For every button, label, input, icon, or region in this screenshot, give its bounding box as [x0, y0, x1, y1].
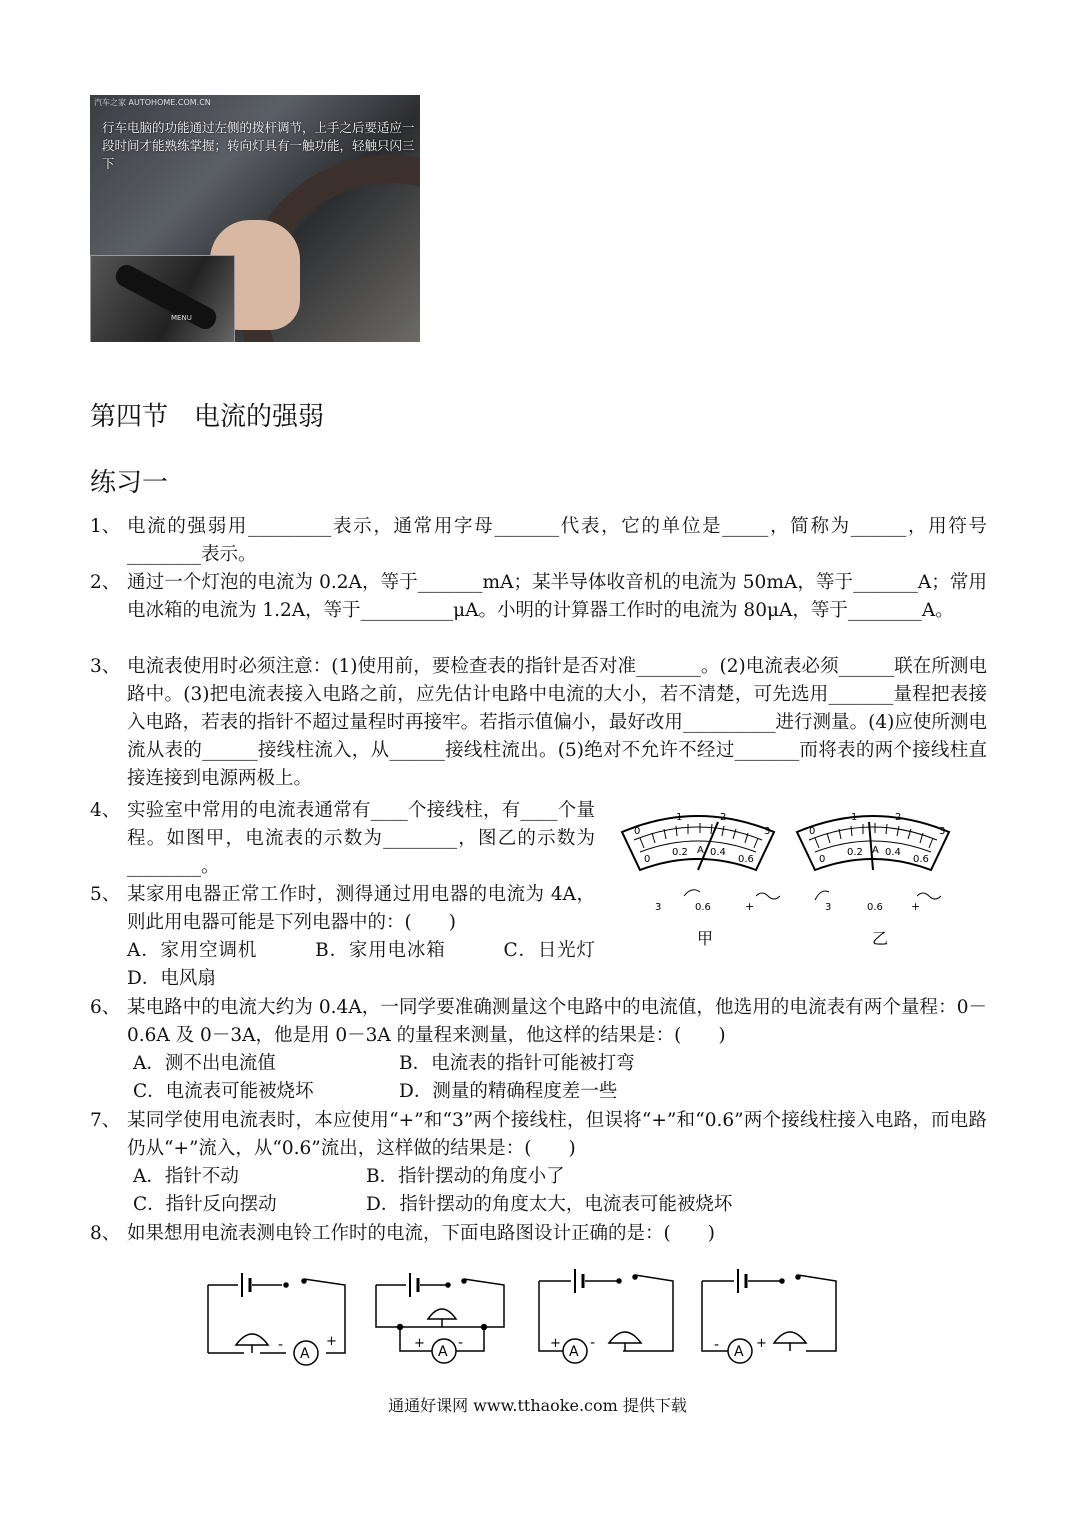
q2-number: 2、	[90, 572, 121, 593]
q3-number: 3、	[90, 656, 121, 677]
tick: A	[697, 845, 704, 856]
tick: 0.6	[913, 854, 929, 865]
minus-label: -	[714, 1337, 720, 1353]
q2-text: 通过一个灯泡的电流为 0.2A，等于_______mA；某半导体收音机的电流为 50mA，等于_______A；常用电冰箱的电流为 1.2A，等于__________μA。小明的计算器工作时的电流为 80μA，等于________A。	[127, 572, 987, 621]
tick: 0	[634, 826, 641, 837]
minus-label: -	[278, 1337, 284, 1353]
tick: 2	[720, 812, 727, 823]
q7-option-b: B．指针摆动的角度小了	[366, 1166, 565, 1187]
tick: 1	[676, 812, 683, 823]
q7-option-d: D．指针摆动的角度太大，电流表可能被烧坏	[366, 1194, 733, 1215]
q6-option-d: D．测量的精确程度差一些	[399, 1081, 618, 1102]
tick: 0.2	[847, 847, 863, 858]
tick: 0.6	[738, 854, 754, 865]
q4-number: 4、	[90, 800, 121, 821]
tick: 0.4	[710, 847, 726, 858]
terminal-label: 0.6	[867, 902, 883, 913]
meter-yi-label: 乙	[872, 929, 889, 948]
plus-label: +	[550, 1336, 561, 1351]
terminal-label: 3	[655, 902, 662, 913]
footer: 通通好课网 www.tthaoke.com 提供下载	[388, 1396, 687, 1415]
exercise-title: 练习一	[90, 468, 169, 498]
minus-label: -	[458, 1335, 464, 1351]
tick: 3	[939, 826, 946, 837]
tick: 0.2	[672, 847, 688, 858]
terminal-label: 0.6	[695, 902, 711, 913]
meter-jia-label: 甲	[697, 929, 714, 948]
ammeter-figure	[600, 800, 980, 960]
ammeter-label: A	[438, 1344, 448, 1360]
inset-menu-label: MENU	[171, 314, 192, 322]
circuit-4	[702, 1269, 836, 1363]
minus-label: -	[590, 1335, 596, 1351]
tick: 0	[819, 854, 826, 865]
q1-number: 1、	[90, 516, 121, 537]
q6-number: 6、	[90, 997, 121, 1018]
section-title: 第四节 电流的强弱	[90, 402, 325, 432]
circuit-diagrams	[200, 1265, 850, 1375]
photo-inset	[90, 255, 235, 342]
meter-yi	[797, 812, 949, 948]
q7-number: 7、	[90, 1110, 121, 1131]
ammeter-label: A	[734, 1344, 744, 1360]
q8-number: 8、	[90, 1223, 121, 1244]
q6-option-b: B．电流表的指针可能被打弯	[399, 1053, 635, 1074]
meter-jia	[622, 812, 780, 948]
tick: 0.4	[885, 847, 901, 858]
q6-option-a: A．测不出电流值	[133, 1053, 276, 1074]
photo-caption: 行车电脑的功能通过左侧的拨杆调节，上手之后要适应一段时间才能熟练掌握；转向灯具有一触功能，轻触只闪三下	[102, 120, 415, 171]
q3-text: 电流表使用时必须注意：(1)使用前，要检查表的指针是否对准_______。(2)电流表必须______联在所测电路中。(3)把电流表接入电路之前，应先估计电路中电流的大小，若不清楚，可先选用_______量程把表接入电路，若表的指针不超过量程时再接牢。若指示值偏小，最好改用__________进行测量。(4)应使所测电流从表的______接线柱流入，从______接线柱流出。(5)绝对不允许不经过_______而将表的两个接线柱直接连接到电源两极上。	[127, 656, 987, 789]
ammeter-label: A	[569, 1344, 579, 1360]
circuit-1	[208, 1273, 345, 1365]
plus-label: +	[414, 1336, 425, 1351]
q5-text: 某家用电器正常工作时，测得通过用电器的电流为 4A，则此用电器可能是下列电器中的：( )	[127, 884, 595, 933]
terminal-label: +	[745, 900, 755, 913]
terminal-label: +	[911, 900, 921, 913]
q1-text: 电流的强弱用_________表示，通常用字母_______代表，它的单位是_____，简称为______，用符号________表示。	[127, 516, 987, 565]
plus-label: +	[756, 1336, 767, 1351]
tick: A	[872, 845, 879, 856]
car-photo	[90, 95, 420, 342]
q5-options: A．家用空调机 B．家用电冰箱 C．日光灯 D．电风扇	[127, 940, 651, 989]
tick: 2	[895, 812, 902, 823]
q6-option-c: C．电流表可能被烧坏	[133, 1081, 314, 1102]
q4-text: 实验室中常用的电流表通常有____个接线柱，有____个量程。如图甲，电流表的示数为________，图乙的示数为________。	[127, 800, 595, 877]
q7-option-c: C．指针反向摆动	[133, 1194, 277, 1215]
q7-option-a: A．指针不动	[133, 1166, 239, 1187]
tick: 1	[851, 812, 858, 823]
plus-label: +	[326, 1334, 337, 1349]
control-stalk-shape	[112, 261, 219, 332]
tick: 3	[764, 826, 771, 837]
q5-number: 5、	[90, 884, 121, 905]
q8-text: 如果想用电流表测电铃工作时的电流，下面电路图设计正确的是：( )	[127, 1223, 715, 1244]
terminal-label: 3	[825, 902, 832, 913]
ammeter-label: A	[300, 1346, 310, 1362]
tick: 0	[644, 854, 651, 865]
tick: 0	[809, 826, 816, 837]
q7-text: 某同学使用电流表时，本应使用“+”和“3”两个接线柱，但误将“+”和“0.6”两个接线柱接入电路，而电路仍从“+”流入，从“0.6”流出，这样做的结果是：( )	[127, 1110, 987, 1159]
photo-watermark: 汽车之家 AUTOHOME.COM.CN	[94, 98, 211, 107]
q6-text: 某电路中的电流大约为 0.4A，一同学要准确测量这个电路中的电流值，他选用的电流表有两个量程：0－0.6A 及 0－3A，他是用 0－3A 的量程来测量，他这样的结果是：( )	[127, 997, 987, 1046]
